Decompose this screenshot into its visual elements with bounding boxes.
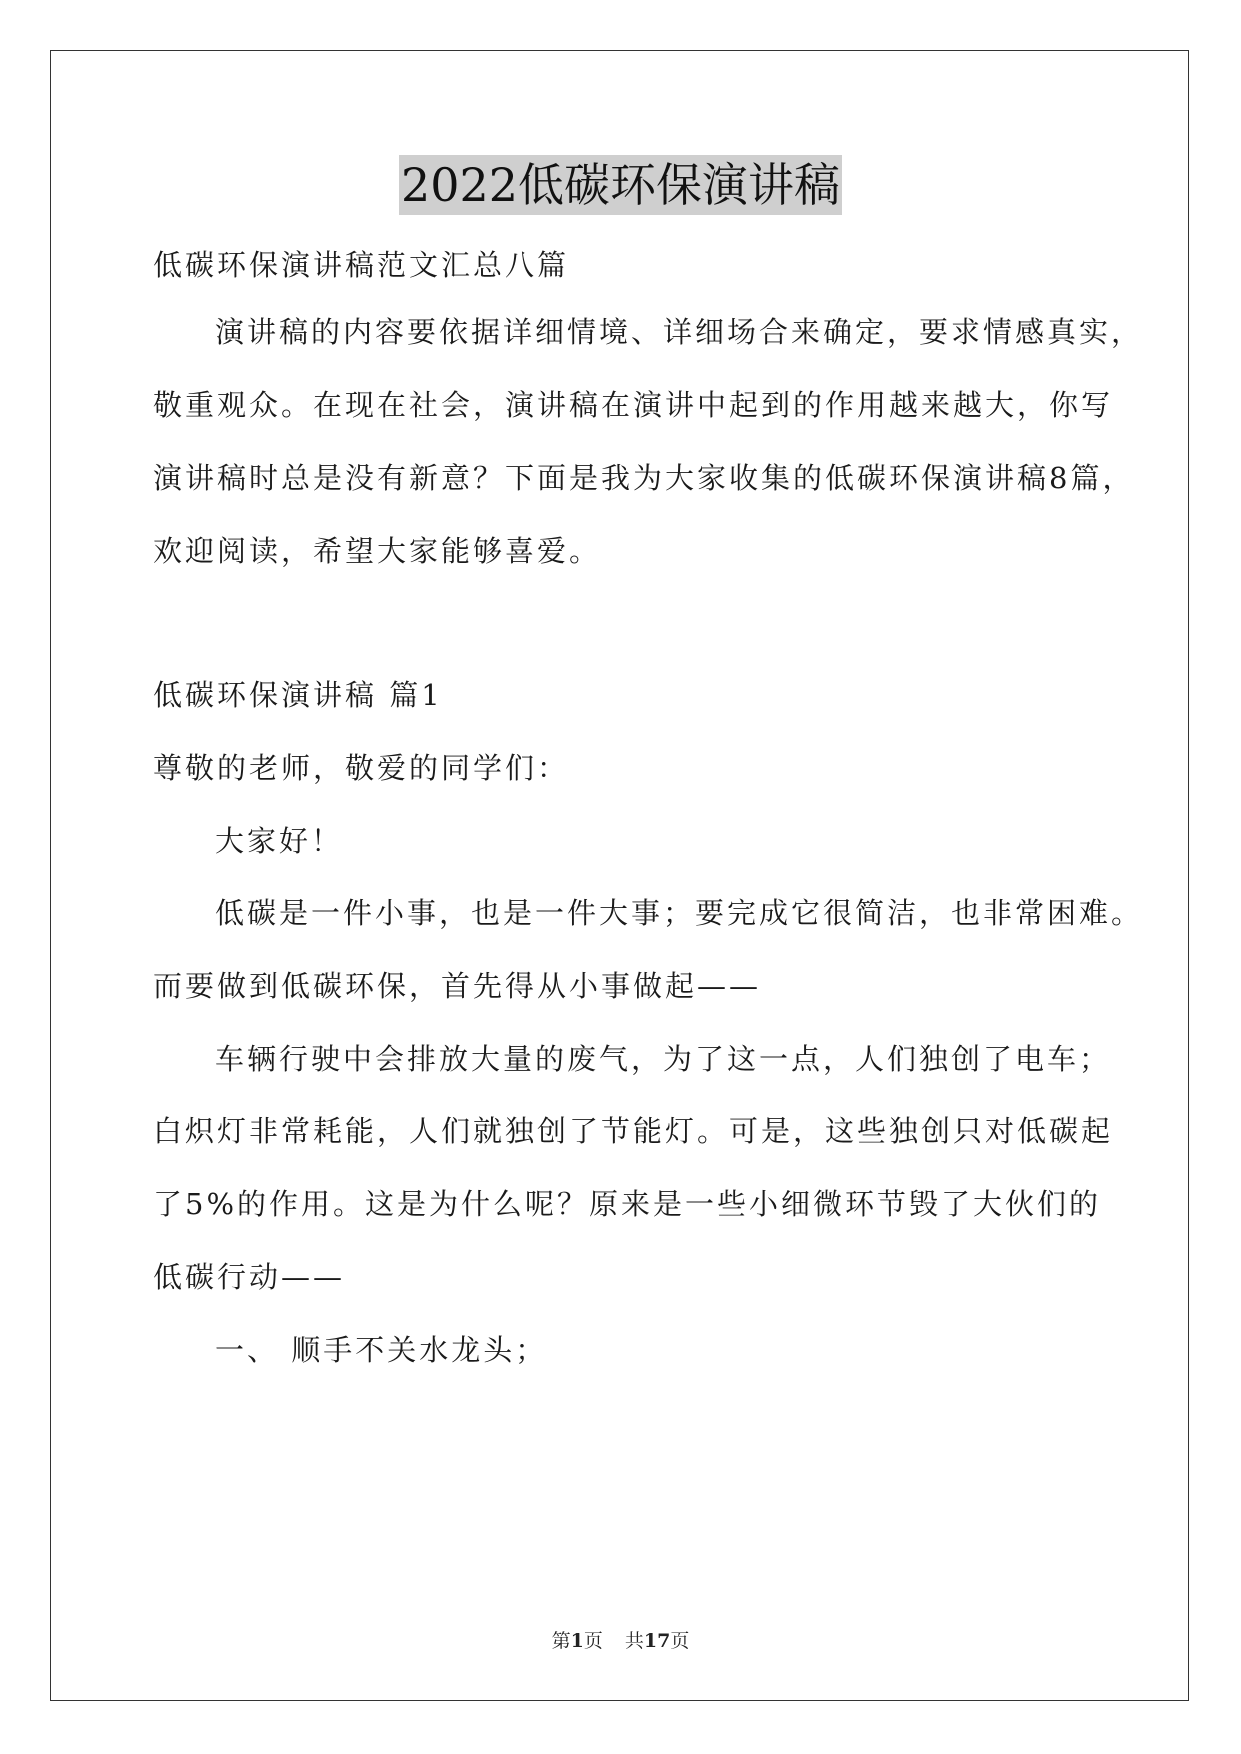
- footer-page-unit: 页: [583, 1630, 603, 1652]
- total-page-count: 17: [643, 1630, 671, 1652]
- section-heading: 低碳环保演讲稿 篇1: [153, 678, 443, 712]
- document-title: 2022低碳环保演讲稿: [399, 155, 842, 215]
- list-item: 一、 顺手不关水龙头；: [215, 1333, 548, 1367]
- greeting: 大家好！: [215, 824, 344, 858]
- paragraph-line: 低碳行动——: [153, 1260, 346, 1294]
- paragraph-line: 白炽灯非常耗能，人们就独创了节能灯。可是，这些独创只对低碳起: [153, 1114, 1114, 1148]
- subtitle: 低碳环保演讲稿范文汇总八篇: [153, 248, 570, 282]
- intro-line: 敬重观众。在现在社会，演讲稿在演讲中起到的作用越来越大，你写: [153, 388, 1114, 422]
- salutation: 尊敬的老师，敬爱的同学们：: [153, 751, 570, 785]
- intro-line: 欢迎阅读，希望大家能够喜爱。: [153, 534, 602, 568]
- footer-total-unit: 页: [670, 1630, 690, 1652]
- paragraph-line: 低碳是一件小事，也是一件大事；要完成它很简洁，也非常困难。: [215, 896, 1144, 930]
- page-footer: [0, 1626, 1241, 1653]
- footer-prefix: 第: [551, 1630, 571, 1652]
- paragraph-line: 车辆行驶中会排放大量的废气，为了这一点，人们独创了电车；: [215, 1042, 1112, 1076]
- title-container: [0, 155, 1241, 215]
- footer-total-prefix: 共: [624, 1630, 644, 1652]
- intro-line: 演讲稿时总是没有新意？下面是我为大家收集的低碳环保演讲稿8篇，: [153, 461, 1135, 495]
- paragraph-line: 了5%的作用。这是为什么呢？原来是一些小细微环节毁了大伙们的: [153, 1187, 1102, 1221]
- page-border: [50, 50, 1189, 1701]
- paragraph-line: 而要做到低碳环保，首先得从小事做起——: [153, 969, 762, 1003]
- current-page-number: 1: [570, 1630, 584, 1652]
- intro-line: 演讲稿的内容要依据详细情境、详细场合来确定，要求情感真实，: [215, 315, 1144, 349]
